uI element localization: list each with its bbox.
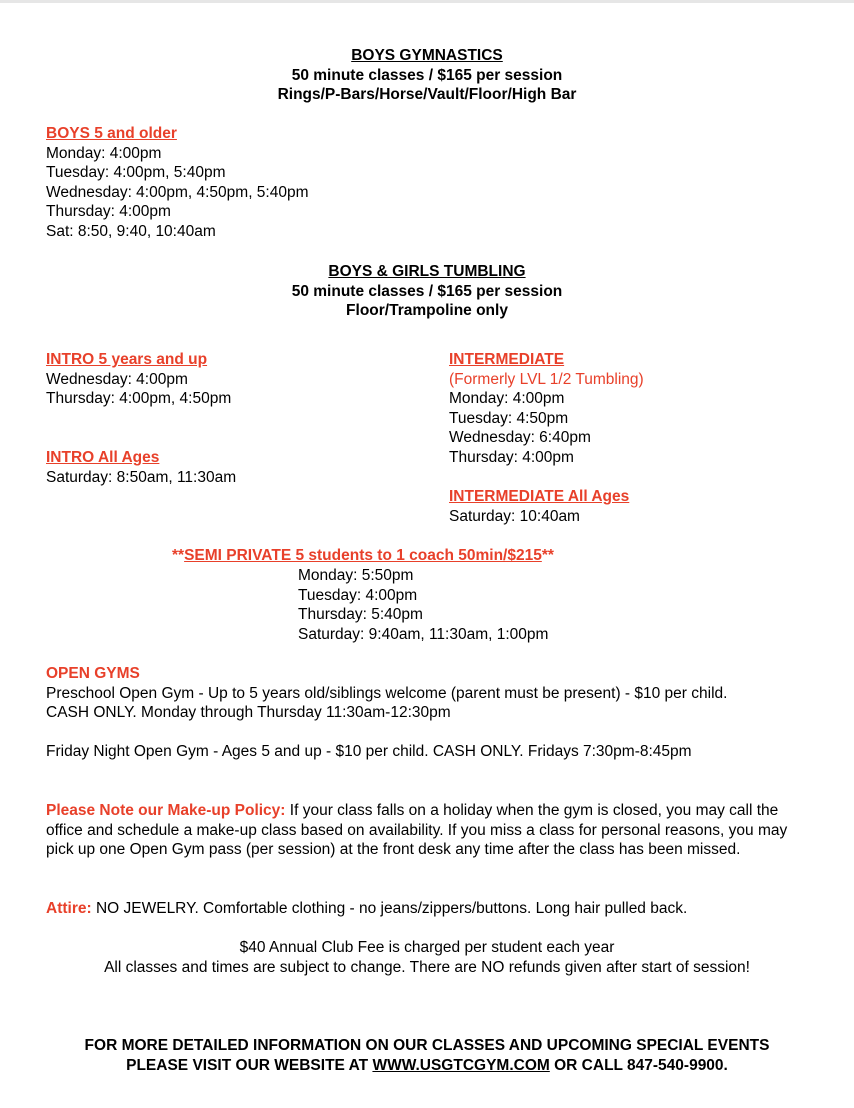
preschool-open-gym-line2: CASH ONLY. Monday through Thursday 11:30am-12:30pm [46, 704, 451, 722]
makeup-policy [46, 801, 816, 860]
refund-policy-line: All classes and times are subject to change. There are NO refunds given after start of session! [104, 958, 750, 976]
website-link[interactable]: WWW.USGTCGYM.COM [372, 1056, 550, 1074]
open-gyms-section [46, 664, 816, 723]
tumbling-title: BOYS & GIRLS TUMBLING [328, 263, 526, 280]
tumbling-subtitle: 50 minute classes / $165 per session [291, 282, 563, 300]
schedule-line: Monday: 4:00pm [46, 144, 162, 162]
intermediate-section [449, 350, 644, 468]
schedule-line: Sat: 8:50, 9:40, 10:40am [46, 222, 216, 240]
club-fee-line: $40 Annual Club Fee is charged per student each year [239, 939, 615, 956]
makeup-policy-label: Please Note our Make-up Policy: [46, 802, 286, 819]
semi-private-heading [172, 546, 554, 566]
semi-private-schedule [298, 566, 548, 644]
intro5-heading: INTRO 5 years and up [46, 351, 208, 368]
intermediate-subheading: (Formerly LVL 1/2 Tumbling) [449, 370, 644, 388]
schedule-line: Thursday: 4:00pm [449, 448, 574, 466]
attire-text: NO JEWELRY. Comfortable clothing - no jeans/zippers/buttons. Long hair pulled back. [95, 900, 688, 917]
attire [46, 899, 687, 919]
attire-label: Attire: [46, 900, 92, 917]
page-top-border [0, 0, 854, 3]
boys5-section [46, 124, 309, 242]
schedule-line: Wednesday: 4:00pm [46, 370, 188, 388]
schedule-line: Tuesday: 4:50pm [449, 409, 569, 427]
schedule-line: Thursday: 4:00pm [46, 203, 171, 221]
tumbling-header [0, 262, 854, 321]
intermediate-heading: INTERMEDIATE [449, 351, 565, 368]
open-gyms-heading: OPEN GYMS [46, 665, 140, 682]
footer-line1: FOR MORE DETAILED INFORMATION ON OUR CLASSES AND UPCOMING SPECIAL EVENTS [84, 1037, 770, 1054]
boys-gymnastics-events: Rings/P-Bars/Horse/Vault/Floor/High Bar [277, 86, 577, 104]
boys-gymnastics-header [0, 46, 854, 105]
intro5-section [46, 350, 231, 409]
semi-private-title: SEMI PRIVATE 5 students to 1 coach 50min/$215 [184, 547, 542, 564]
fees-notice [0, 938, 854, 977]
footer [0, 1036, 854, 1075]
schedule-line: Wednesday: 4:00pm, 4:50pm, 5:40pm [46, 183, 309, 201]
schedule-line: Saturday: 10:40am [449, 507, 580, 525]
footer-line2-suffix: OR CALL 847-540-9900. [549, 1056, 728, 1074]
boys5-heading: BOYS 5 and older [46, 125, 177, 142]
schedule-line: Tuesday: 4:00pm, 5:40pm [46, 164, 226, 182]
schedule-line: Wednesday: 6:40pm [449, 429, 591, 447]
schedule-line: Tuesday: 4:00pm [298, 586, 418, 604]
footer-line2-prefix: PLEASE VISIT OUR WEBSITE AT [126, 1056, 373, 1074]
schedule-line: Thursday: 5:40pm [298, 606, 423, 624]
schedule-line: Monday: 4:00pm [449, 390, 565, 408]
intermediate-all-heading: INTERMEDIATE All Ages [449, 488, 630, 505]
semi-private-suffix: ** [541, 547, 554, 564]
boys-gymnastics-title: BOYS GYMNASTICS [351, 47, 503, 64]
intro-all-section [46, 448, 236, 487]
friday-open-gym-text: Friday Night Open Gym - Ages 5 and up - $10 per child. CASH ONLY. Fridays 7:30pm-8:45pm [46, 743, 692, 760]
schedule-line: Saturday: 9:40am, 11:30am, 1:00pm [298, 625, 549, 643]
semi-private-prefix: ** [172, 547, 185, 564]
tumbling-note: Floor/Trampoline only [346, 302, 508, 320]
boys-gymnastics-subtitle: 50 minute classes / $165 per session [291, 66, 563, 84]
footer-line2 [0, 1056, 854, 1076]
intro-all-heading: INTRO All Ages [46, 449, 160, 466]
makeup-policy-text: If your class falls on a holiday when the gym is closed, you may call the office and schedule a make-up class based on availability. If you miss a class for personal reasons, you may pick up one Open Gym pass (per session) at the front desk any time after the class has been missed. [46, 802, 788, 859]
preschool-open-gym-line1: Preschool Open Gym - Up to 5 years old/siblings welcome (parent must be present) - $10 per child. [46, 684, 728, 702]
schedule-line: Monday: 5:50pm [298, 567, 414, 584]
schedule-line: Thursday: 4:00pm, 4:50pm [46, 390, 232, 408]
friday-open-gym [46, 742, 692, 762]
intermediate-all-section [449, 487, 629, 526]
schedule-line: Saturday: 8:50am, 11:30am [46, 468, 237, 486]
